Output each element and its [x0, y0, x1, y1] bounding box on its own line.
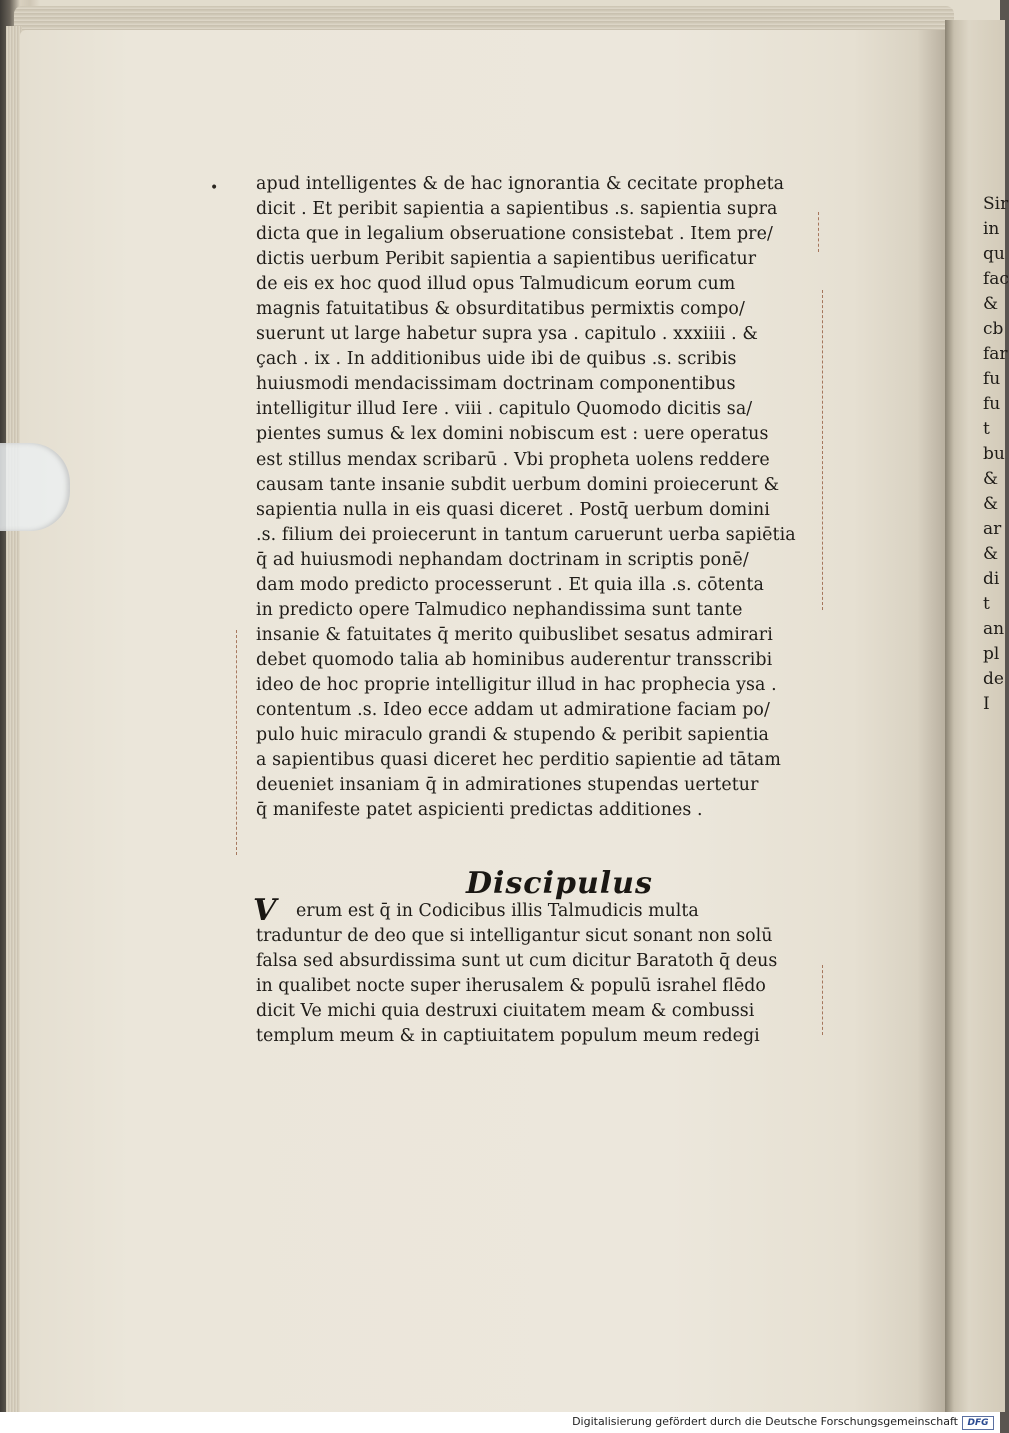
text-line: .s. filium dei proiecerunt in tantum caruerunt uerba sapiētia	[256, 524, 796, 545]
facing-page-fragment: Sir	[983, 194, 1009, 214]
text-line: causam tante insanie subdit uerbum domini proiecerunt &	[256, 474, 780, 495]
text-line: suerunt ut large habetur supra ysa . capitulo . xxxiiii . &	[256, 324, 758, 345]
text-line: ideo de hoc proprie intelligitur illud in hac prophecia ysa .	[256, 674, 777, 695]
text-line: dam modo predicto processerunt . Et quia illa .s. cōtenta	[256, 574, 764, 595]
facing-page-fragment: pl	[983, 644, 1000, 664]
facing-page-fragment: bu	[983, 444, 1005, 464]
decorated-initial: V	[253, 893, 277, 928]
margin-bracket	[808, 212, 819, 252]
margin-bracket	[812, 290, 823, 610]
facing-page-fragment: &	[983, 544, 999, 564]
text-line: intelligitur illud Iere . viii . capitulo Quomodo dicitis sa/	[256, 399, 753, 420]
facing-page-fragment: I	[983, 694, 990, 714]
text-line: çach . ix . In additionibus uide ibi de quibus .s. scribis	[256, 349, 737, 370]
facing-page-fragment: &	[983, 494, 999, 514]
facing-page-fragment: far	[983, 344, 1008, 364]
text-line: in qualibet nocte super iherusalem & populū israhel flēdo	[256, 976, 766, 997]
text-line: contentum .s. Ideo ecce addam ut admiratione faciam po/	[256, 699, 770, 720]
margin-dot: •	[210, 180, 219, 196]
footer-bar	[0, 1412, 1000, 1433]
dfg-logo: DFG	[962, 1416, 994, 1430]
text-line: est stillus mendax scribarū . Vbi propheta uolens reddere	[256, 449, 770, 470]
text-line: magnis fatuitatibus & obsurditatibus permixtis compo/	[256, 299, 745, 320]
facing-page-fragment: ar	[983, 519, 1002, 539]
facing-page-fragment: fac	[983, 269, 1009, 289]
text-line: templum meum & in captiuitatem populum meum redegi	[256, 1026, 760, 1047]
text-line: deueniet insaniam q̄ in admirationes stupendas uertetur	[256, 775, 759, 796]
text-line: traduntur de deo que si intelligantur sicut sonant non solū	[256, 926, 773, 947]
section-heading: Discipulus	[466, 866, 653, 901]
facing-page-fragment: in	[983, 219, 1000, 239]
text-line: dicit . Et peribit sapientia a sapientibus .s. sapientia supra	[256, 199, 778, 220]
facing-page-fragment: fu	[983, 369, 1001, 389]
text-line: pulo huic miraculo grandi & stupendo & peribit sapientia	[256, 725, 769, 746]
facing-page-fragment: cb	[983, 319, 1004, 339]
text-line: dicta que in legalium obseruatione consistebat . Item pre/	[256, 224, 773, 245]
margin-bracket	[812, 965, 823, 1035]
text-line: dicit Ve michi quia destruxi ciuitatem meam & combussi	[256, 1001, 755, 1022]
second-text-block	[256, 899, 816, 1049]
facing-page-fragment: &	[983, 469, 999, 489]
page-marker-tab	[0, 443, 70, 531]
page-top-edges	[14, 6, 954, 30]
text-line: sapientia nulla in eis quasi diceret . Postq̄ uerbum domini	[256, 499, 770, 520]
facing-page-fragment: t	[983, 594, 990, 614]
facing-page-fragment: &	[983, 294, 999, 314]
text-line: q̄ manifeste patet aspicienti predictas additiones .	[256, 800, 703, 821]
facing-page-fragment: di	[983, 569, 1000, 589]
main-text-block	[256, 172, 816, 823]
text-line: apud intelligentes & de hac ignorantia & cecitate propheta	[256, 174, 785, 194]
facing-page-text	[983, 192, 1009, 717]
text-line: huiusmodi mendacissimam doctrinam componentibus	[256, 374, 736, 395]
facing-page-fragment: t	[983, 419, 990, 439]
text-line: insanie & fatuitates q̄ merito quibuslibet sesatus admirari	[256, 624, 773, 645]
text-line: a sapientibus quasi diceret hec perditio sapientie ad tātam	[256, 750, 781, 771]
facing-page-fragment: qu	[983, 244, 1005, 264]
facing-page-fragment: an	[983, 619, 1005, 639]
text-line: debet quomodo talia ab hominibus auderentur transscribi	[256, 649, 773, 670]
text-line: pientes sumus & lex domini nobiscum est : uere operatus	[256, 424, 769, 445]
text-line: erum est q̄ in Codicibus illis Talmudicis multa	[296, 901, 699, 921]
footer-credit: Digitalisierung gefördert durch die Deutsche Forschungsgemeinschaft	[572, 1415, 958, 1428]
facing-page-fragment: fu	[983, 394, 1001, 414]
text-line: in predicto opere Talmudico nephandissima sunt tante	[256, 599, 743, 620]
margin-bracket	[236, 630, 247, 855]
text-line: falsa sed absurdissima sunt ut cum dicitur Baratoth q̄ deus	[256, 951, 778, 972]
text-line: dictis uerbum Peribit sapientia a sapientibus uerificatur	[256, 249, 757, 270]
facing-page-fragment: de	[983, 669, 1004, 689]
text-line: q̄ ad huiusmodi nephandam doctrinam in scriptis ponē/	[256, 549, 749, 570]
text-line: de eis ex hoc quod illud opus Talmudicum eorum cum	[256, 274, 736, 295]
